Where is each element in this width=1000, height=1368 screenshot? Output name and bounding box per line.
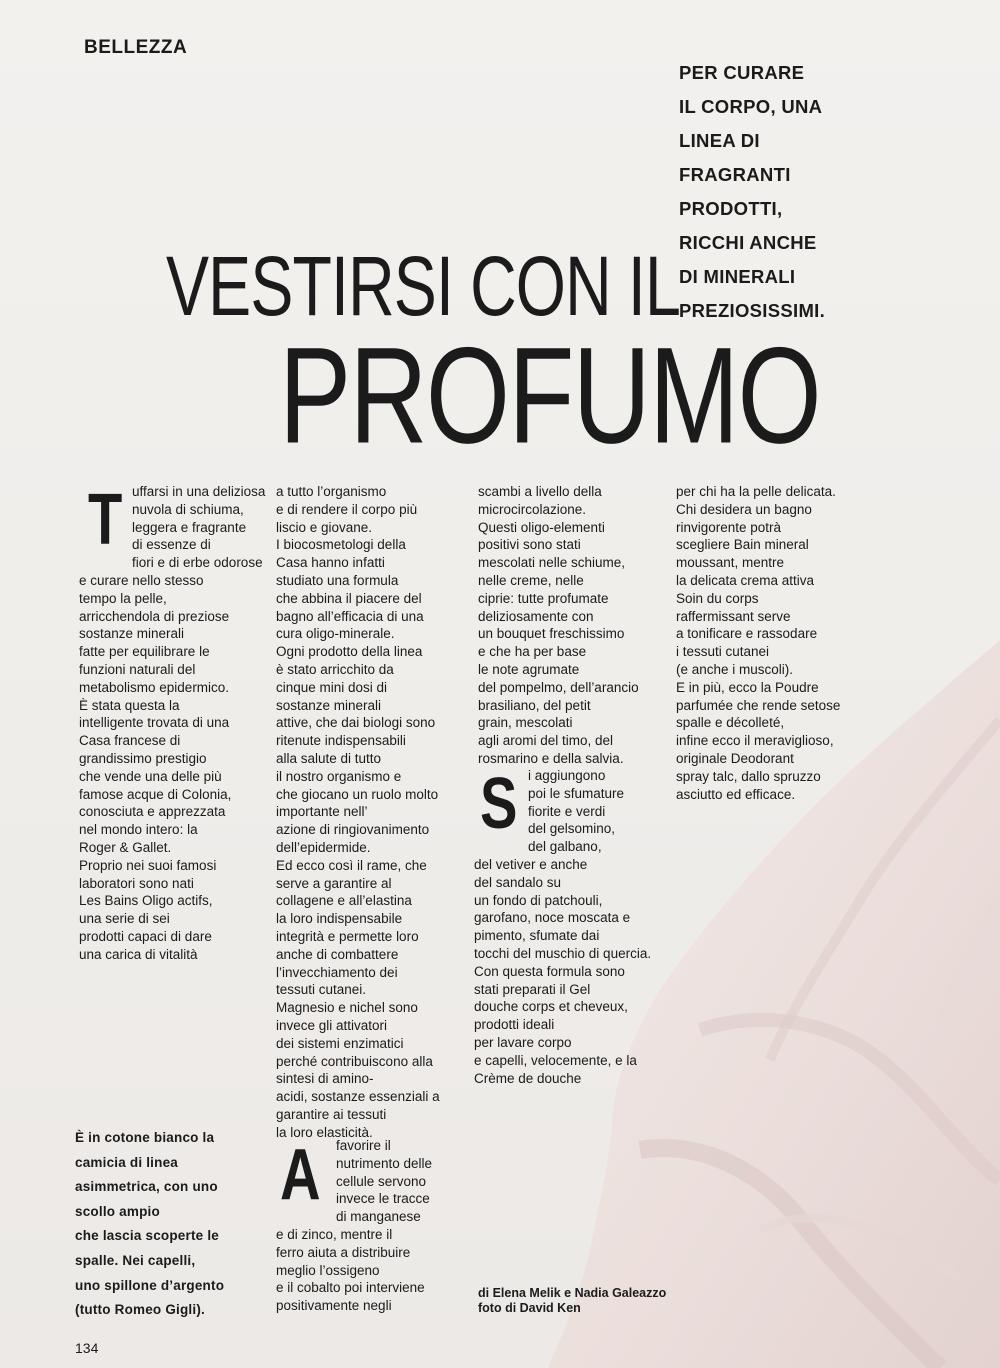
deck-line: IL CORPO, UNA bbox=[679, 96, 823, 117]
text-line: e di rendere il corpo più bbox=[276, 501, 418, 517]
text-line: È stata questa la bbox=[79, 697, 180, 713]
text-line: tempo la pelle, bbox=[79, 590, 167, 606]
text-line: positivamente negli bbox=[276, 1298, 392, 1314]
text-line: perché contribuiscono alla bbox=[276, 1053, 433, 1069]
text-line: del galbano, bbox=[528, 839, 602, 855]
text-line: infine ecco il meraviglioso, bbox=[676, 733, 834, 749]
text-line: la loro indispensabile bbox=[276, 911, 403, 927]
text-line: douche corps et cheveux, bbox=[474, 999, 628, 1015]
text-line: un fondo di patchouli, bbox=[474, 892, 603, 908]
text-line: Chi desidera un bagno bbox=[676, 501, 812, 517]
text-line: cinque mini dosi di bbox=[276, 679, 388, 695]
text-line: I biocosmetologi della bbox=[276, 537, 406, 553]
text-line: parfumée che rende setose bbox=[676, 697, 841, 713]
title-line-1: VESTIRSI CON IL bbox=[166, 238, 680, 334]
text-line: e capelli, velocemente, e la bbox=[474, 1052, 637, 1068]
text-line: nelle creme, nelle bbox=[478, 572, 584, 588]
text-line: alla salute di tutto bbox=[276, 750, 382, 766]
text-line: grandissimo prestigio bbox=[79, 750, 207, 766]
text-line: intelligente trovata di una bbox=[79, 715, 230, 731]
text-line: anche di combattere bbox=[276, 946, 399, 962]
text-line: dell’epidermide. bbox=[276, 839, 371, 855]
section-label: BELLEZZA bbox=[84, 37, 188, 58]
text-line: fiori e di erbe odorose bbox=[132, 555, 263, 571]
text-line: Proprio nei suoi famosi bbox=[79, 857, 217, 873]
text-line: bagno all’efficacia di una bbox=[276, 608, 424, 624]
caption-line: camicia di linea bbox=[75, 1154, 178, 1170]
text-line: ritenute indispensabili bbox=[276, 733, 406, 749]
text-line: e che ha per base bbox=[478, 644, 587, 660]
text-line: mescolati nelle schiume, bbox=[478, 555, 626, 571]
text-line: asciutto ed efficace. bbox=[676, 786, 796, 802]
text-line: che giocano un ruolo molto bbox=[276, 786, 439, 802]
text-line: metabolismo epidermico. bbox=[79, 679, 230, 695]
caption-line: (tutto Romeo Gigli). bbox=[75, 1302, 205, 1318]
text-line: (e anche i muscoli). bbox=[676, 661, 794, 677]
text-line: positivi sono stati bbox=[478, 537, 581, 553]
text-line: Casa francese di bbox=[79, 733, 181, 749]
text-line: sostanze minerali bbox=[276, 697, 382, 713]
text-line: microcircolazione. bbox=[478, 501, 587, 517]
dropcap-s: S bbox=[480, 764, 518, 844]
text-line: rinvigorente potrà bbox=[676, 519, 782, 535]
caption-line: uno spillone d’argento bbox=[75, 1277, 225, 1293]
text-line: sintesi di amino- bbox=[276, 1071, 374, 1087]
text-line: studiato una formula bbox=[276, 572, 399, 588]
text-line: collagene e all’elastina bbox=[276, 893, 412, 909]
text-line: brasiliano, del petit bbox=[478, 697, 591, 713]
text-line: E in più, ecco la Poudre bbox=[676, 679, 819, 695]
text-line: Questi oligo-elementi bbox=[478, 519, 605, 535]
text-line: deliziosamente con bbox=[478, 608, 594, 624]
text-line: di manganese bbox=[336, 1209, 421, 1225]
text-line: Crème de douche bbox=[474, 1070, 582, 1086]
dropcap-t: T bbox=[88, 480, 123, 560]
text-line: una serie di sei bbox=[79, 911, 170, 927]
text-line: fatte per equilibrare le bbox=[79, 644, 210, 660]
text-line: a tonificare e rassodare bbox=[676, 626, 818, 642]
text-line: prodotti ideali bbox=[474, 1017, 555, 1033]
column-3-tail bbox=[474, 856, 651, 1087]
text-line: il nostro organismo e bbox=[276, 768, 402, 784]
text-line: leggera e fragrante bbox=[132, 519, 247, 535]
text-line: nutrimento delle bbox=[336, 1155, 433, 1171]
column-2-body bbox=[276, 483, 440, 1141]
text-line: ferro aiuta a distribuire bbox=[276, 1244, 411, 1260]
text-line: le note agrumate bbox=[478, 661, 580, 677]
text-line: e di zinco, mentre il bbox=[276, 1227, 393, 1242]
text-line: funzioni naturali del bbox=[79, 661, 196, 677]
text-line: spalle e décolleté, bbox=[676, 715, 785, 731]
text-line: liscio e giovane. bbox=[276, 519, 373, 535]
text-line: Soin du corps bbox=[676, 590, 759, 606]
text-line: i aggiungono bbox=[528, 768, 606, 783]
text-line: la loro elasticità. bbox=[276, 1124, 373, 1140]
text-line: e curare nello stesso bbox=[79, 573, 204, 588]
column-1-intro bbox=[132, 483, 265, 572]
text-line: meglio l’ossigeno bbox=[276, 1262, 380, 1278]
deck-line: PRODOTTI, bbox=[679, 198, 783, 219]
byline bbox=[478, 1286, 666, 1316]
text-line: pimento, sfumate dai bbox=[474, 928, 600, 944]
text-line: scambi a livello della bbox=[478, 484, 602, 499]
text-line: acidi, sostanze essenziali a bbox=[276, 1089, 440, 1105]
caption-line: scollo ampio bbox=[75, 1203, 160, 1219]
deck-line: RICCHI ANCHE bbox=[679, 232, 817, 253]
byline-authors: di Elena Melik e Nadia Galeazzo bbox=[478, 1286, 667, 1300]
text-line: garantire ai tessuti bbox=[276, 1106, 387, 1122]
text-line: un bouquet freschissimo bbox=[478, 626, 625, 642]
text-line: la delicata crema attiva bbox=[676, 572, 815, 588]
byline-photo: foto di David Ken bbox=[478, 1301, 581, 1315]
column-3-dropcap-lines bbox=[528, 767, 624, 856]
caption-line: È in cotone bianco la bbox=[75, 1130, 215, 1145]
text-line: ciprie: tutte profumate bbox=[478, 590, 609, 606]
text-line: uffarsi in una deliziosa bbox=[132, 484, 266, 499]
text-line: del pompelmo, dell’arancio bbox=[478, 679, 639, 695]
column-3-body bbox=[478, 483, 639, 768]
text-line: che abbina il piacere del bbox=[276, 590, 422, 606]
text-line: prodotti capaci di dare bbox=[79, 928, 212, 944]
text-line: nuvola di schiuma, bbox=[132, 501, 244, 517]
text-line: i tessuti cutanei bbox=[676, 644, 770, 660]
text-line: laboratori sono nati bbox=[79, 875, 194, 891]
text-line: conosciuta e apprezzata bbox=[79, 804, 226, 820]
text-line: Magnesio e nichel sono bbox=[276, 1000, 418, 1016]
text-line: sostanze minerali bbox=[79, 626, 185, 642]
text-line: è stato arricchito da bbox=[276, 661, 394, 677]
text-line: di essenze di bbox=[132, 537, 211, 553]
text-line: del sandalo su bbox=[474, 874, 562, 890]
text-line: Roger & Gallet. bbox=[79, 839, 172, 855]
text-line: nel mondo intero: la bbox=[79, 822, 198, 838]
deck-line: LINEA DI bbox=[679, 130, 760, 151]
dropcap-a: A bbox=[280, 1135, 321, 1215]
text-line: garofano, noce moscata e bbox=[474, 910, 631, 926]
text-line: cellule servono bbox=[336, 1173, 427, 1189]
photo-caption bbox=[75, 1126, 224, 1323]
column-1-body bbox=[79, 572, 231, 964]
title-line-2: PROFUMO bbox=[279, 319, 820, 473]
text-line: Ed ecco così il rame, che bbox=[276, 857, 427, 873]
deck-line: FRAGRANTI bbox=[679, 164, 791, 185]
text-line: invece le tracce bbox=[336, 1191, 430, 1207]
caption-line: che lascia scoperte le bbox=[75, 1228, 219, 1244]
text-line: arricchendola di preziose bbox=[79, 608, 230, 624]
text-line: agli aromi del timo, del bbox=[478, 733, 614, 749]
caption-line: asimmetrica, con uno bbox=[75, 1179, 218, 1195]
text-line: a tutto l’organismo bbox=[276, 484, 387, 499]
text-line: poi le sfumature bbox=[528, 785, 625, 801]
deck-subheadline bbox=[679, 56, 909, 328]
column-4-body bbox=[676, 483, 840, 803]
text-line: per lavare corpo bbox=[474, 1034, 572, 1050]
text-line: integrità e permette loro bbox=[276, 928, 419, 944]
caption-line: spalle. Nei capelli, bbox=[75, 1252, 196, 1268]
text-line: del gelsomino, bbox=[528, 821, 616, 837]
text-line: e il cobalto poi interviene bbox=[276, 1280, 425, 1296]
text-line: per chi ha la pelle delicata. bbox=[676, 484, 836, 499]
text-line: famose acque di Colonia, bbox=[79, 786, 232, 802]
text-line: scegliere Bain mineral bbox=[676, 537, 809, 553]
text-line: cura oligo-minerale. bbox=[276, 626, 395, 642]
page-number: 134 bbox=[75, 1340, 99, 1356]
text-line: spray talc, dallo spruzzo bbox=[676, 768, 821, 784]
text-line: fiorite e verdi bbox=[528, 803, 606, 819]
text-line: del vetiver e anche bbox=[474, 857, 588, 872]
text-line: favorire il bbox=[336, 1138, 391, 1153]
text-line: Les Bains Oligo actifs, bbox=[79, 893, 213, 909]
deck-line: PER CURARE bbox=[679, 62, 805, 83]
text-line: raffermissant serve bbox=[676, 608, 791, 624]
text-line: tessuti cutanei. bbox=[276, 982, 367, 998]
text-line: Con questa formula sono bbox=[474, 963, 625, 979]
text-line: rosmarino e della salvia. bbox=[478, 750, 624, 766]
text-line: grain, mescolati bbox=[478, 715, 573, 731]
text-line: serve a garantire al bbox=[276, 875, 392, 891]
deck-line: DI MINERALI bbox=[679, 266, 796, 287]
text-line: stati preparati il Gel bbox=[474, 981, 591, 997]
text-line: importante nell’ bbox=[276, 804, 368, 820]
text-line: Ogni prodotto della linea bbox=[276, 644, 423, 660]
text-line: dei sistemi enzimatici bbox=[276, 1035, 404, 1051]
text-line: tocchi del muschio di quercia. bbox=[474, 945, 652, 961]
text-line: attive, che dai biologi sono bbox=[276, 715, 436, 731]
text-line: l’invecchiamento dei bbox=[276, 964, 398, 980]
text-line: una carica di vitalità bbox=[79, 946, 198, 962]
deck-line: PREZIOSISSIMI. bbox=[679, 300, 826, 321]
text-line: invece gli attivatori bbox=[276, 1017, 388, 1033]
column-2-tail bbox=[276, 1226, 425, 1315]
text-line: azione di ringiovanimento bbox=[276, 822, 430, 838]
text-line: che vende una delle più bbox=[79, 768, 222, 784]
text-line: Casa hanno infatti bbox=[276, 555, 385, 571]
text-line: originale Deodorant bbox=[676, 750, 794, 766]
text-line: moussant, mentre bbox=[676, 555, 785, 571]
column-2-dropcap-lines bbox=[336, 1137, 432, 1226]
